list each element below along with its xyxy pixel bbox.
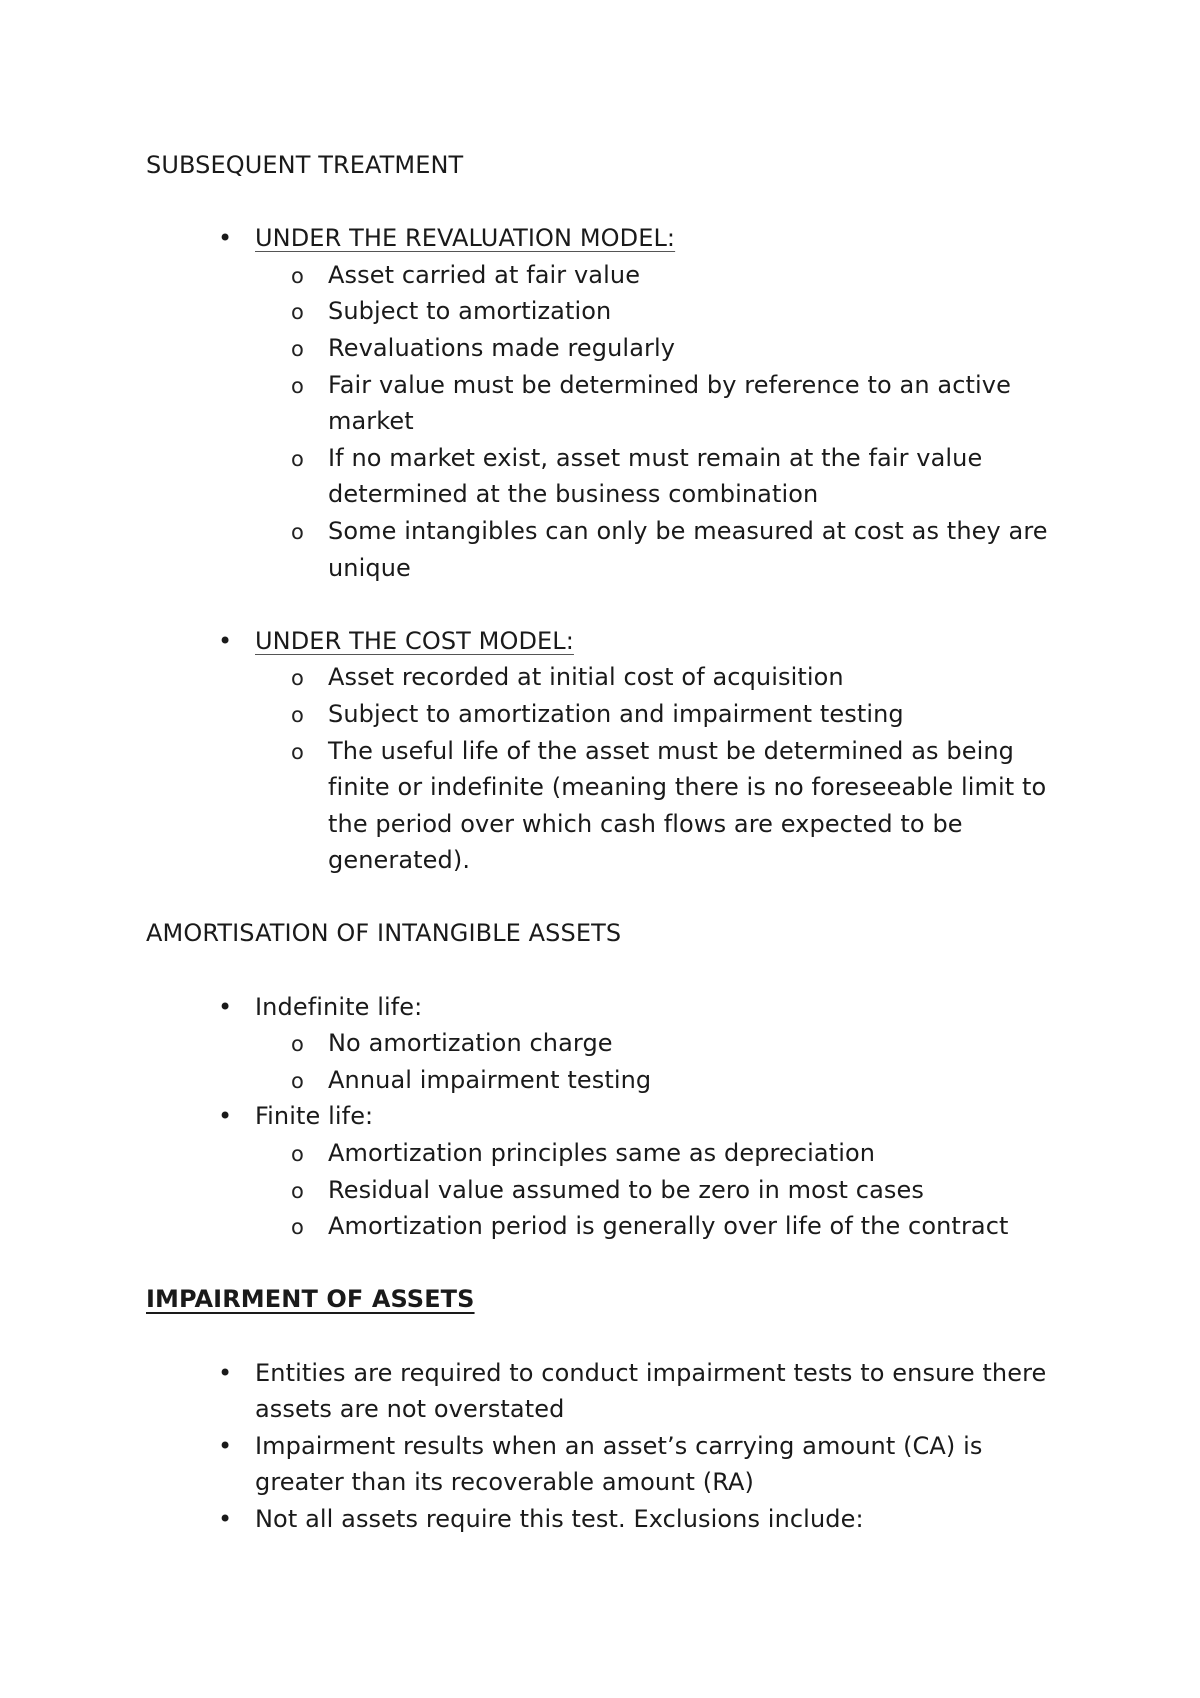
sub-marker: o (291, 263, 304, 288)
sub-marker: o (291, 1215, 304, 1240)
sub-text: Amortization principles same as depreciation (328, 1139, 876, 1168)
sub-item (291, 1135, 1076, 1172)
sub-marker: o (291, 336, 304, 361)
sub-text: Asset carried at fair value (328, 260, 641, 289)
bullet-marker: • (218, 992, 233, 1021)
sub-list (255, 1025, 1076, 1098)
bullet-item (146, 1355, 1076, 1428)
sub-text: Subject to amortization (328, 297, 612, 326)
section-heading: IMPAIRMENT OF ASSETS (146, 1285, 475, 1314)
section-heading: SUBSEQUENT TREATMENT (146, 151, 464, 179)
sub-list (255, 1135, 1076, 1245)
spacer (146, 586, 1076, 623)
sub-marker: o (291, 1178, 304, 1203)
bullet-marker: • (218, 1504, 233, 1533)
sub-item (291, 733, 1076, 879)
sub-text: Asset recorded at initial cost of acquisition (328, 663, 844, 692)
sub-text: Some intangibles can only be measured at cost as they are unique (328, 516, 1048, 582)
sub-marker: o (291, 666, 304, 691)
bullet-item (146, 989, 1076, 1099)
sub-text: Amortization period is generally over life of the contract (328, 1212, 1009, 1241)
sub-marker: o (291, 739, 304, 764)
bullet-text: Entities are required to conduct impairment tests to ensure there assets are not overstated (255, 1358, 1047, 1424)
sub-item (291, 1208, 1076, 1245)
sub-item (291, 1172, 1076, 1209)
sub-list (255, 257, 1076, 586)
sub-list (255, 659, 1076, 879)
spacer (146, 879, 1076, 916)
sub-text: Subject to amortization and impairment testing (328, 699, 904, 728)
spacer (146, 1245, 1076, 1282)
spacer (146, 184, 1076, 221)
spacer (146, 1318, 1076, 1355)
bullet-marker: • (218, 224, 233, 253)
bullet-list (146, 1355, 1076, 1538)
bullet-item (146, 1098, 1076, 1244)
bullet-marker: • (218, 1358, 233, 1387)
sub-marker: o (291, 373, 304, 398)
sub-marker: o (291, 702, 304, 727)
bullet-text: Finite life: (255, 1102, 374, 1131)
bullet-marker: • (218, 1431, 233, 1460)
sub-item (291, 696, 1076, 733)
sub-text: The useful life of the asset must be determined as being finite or indefinite (meaning there is no foreseeable limit to the period over which cash flows are expected to be generated). (328, 736, 1047, 875)
bullet-list (146, 220, 1076, 879)
bullet-text: Not all assets require this test. Exclusions include: (255, 1504, 864, 1533)
bullet-item (146, 623, 1076, 879)
sub-item (291, 1062, 1076, 1099)
sub-item (291, 257, 1076, 294)
sub-item (291, 330, 1076, 367)
sub-marker: o (291, 300, 304, 325)
bullet-item (146, 220, 1076, 586)
document-body (146, 147, 1076, 1538)
sub-marker: o (291, 1142, 304, 1167)
sub-item (291, 1025, 1076, 1062)
bullet-marker: • (218, 1102, 233, 1131)
sub-text: Residual value assumed to be zero in most cases (328, 1175, 924, 1204)
sub-marker: o (291, 1068, 304, 1093)
bullet-text: UNDER THE REVALUATION MODEL: (255, 224, 676, 253)
sub-item (291, 293, 1076, 330)
bullet-list (146, 989, 1076, 1245)
sub-item (291, 367, 1076, 440)
section-heading: AMORTISATION OF INTANGIBLE ASSETS (146, 919, 622, 948)
sub-text: Annual impairment testing (328, 1065, 652, 1094)
sub-item (291, 513, 1076, 586)
sub-text: Revaluations made regularly (328, 333, 676, 362)
sub-marker: o (291, 519, 304, 544)
spacer (146, 952, 1076, 989)
sub-marker: o (291, 1032, 304, 1057)
sub-text: No amortization charge (328, 1029, 613, 1058)
bullet-marker: • (218, 626, 233, 655)
bullet-text: UNDER THE COST MODEL: (255, 626, 574, 655)
sub-item (291, 440, 1076, 513)
bullet-item (146, 1428, 1076, 1501)
bullet-text: Impairment results when an asset’s carrying amount (CA) is greater than its recoverable amount (RA) (255, 1431, 983, 1497)
sub-item (291, 659, 1076, 696)
sub-marker: o (291, 446, 304, 471)
sub-text: Fair value must be determined by reference to an active market (328, 370, 1011, 436)
sub-text: If no market exist, asset must remain at the fair value determined at the business combination (328, 443, 983, 509)
bullet-item (146, 1501, 1076, 1538)
bullet-text: Indefinite life: (255, 992, 423, 1021)
